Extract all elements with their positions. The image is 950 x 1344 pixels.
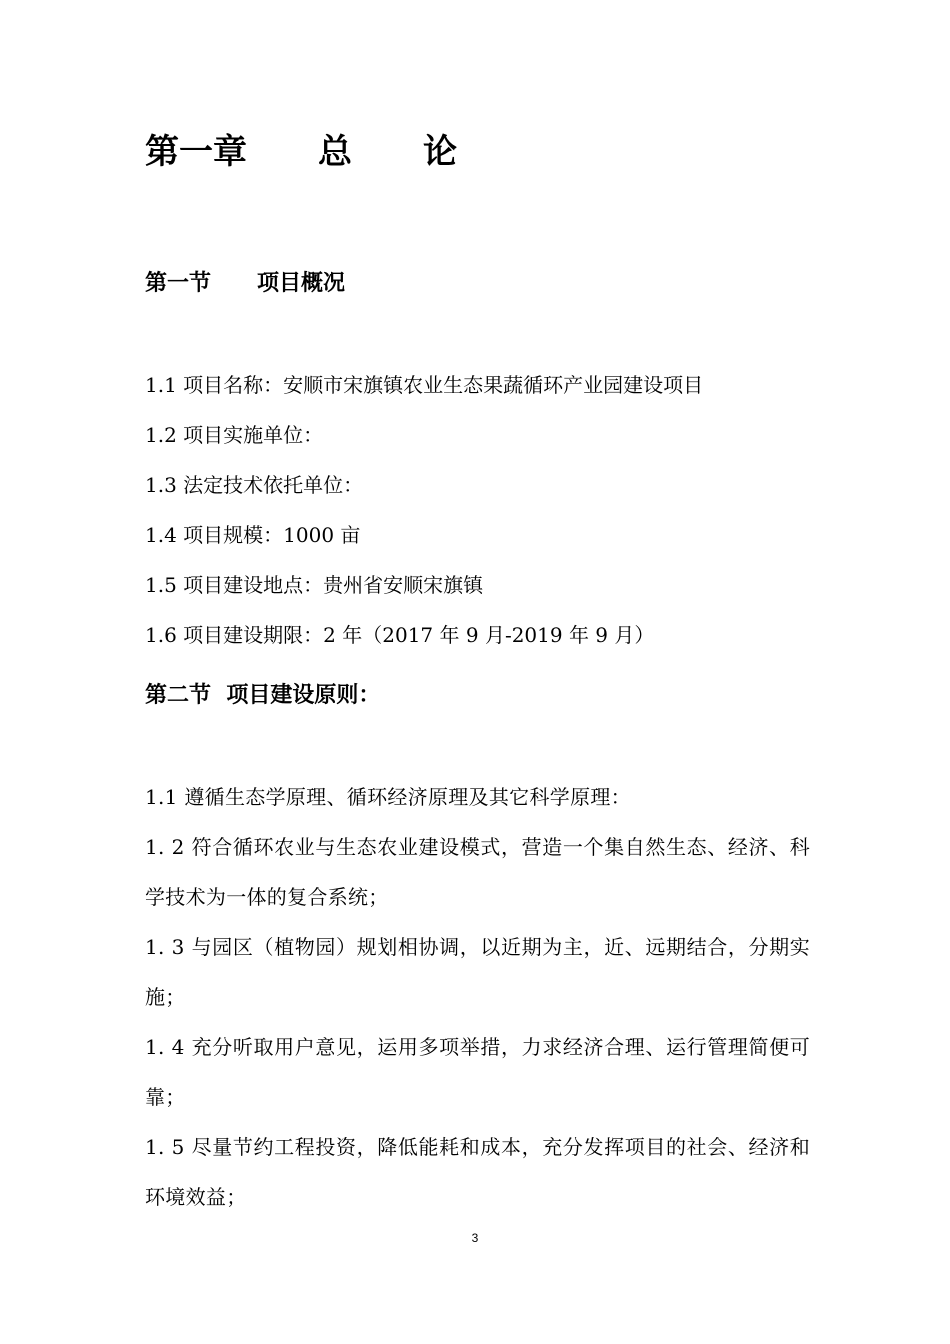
list-item: 1.1 遵循生态学原理、循环经济原理及其它科学原理： [145, 785, 631, 809]
list-item: 1. 5 尽量节约工程投资，降低能耗和成本，充分发挥项目的社会、经济和环境效益； [145, 1135, 810, 1209]
list-item: 1.2 项目实施单位： [145, 423, 324, 447]
section-title-project-overview: 第一节 项目概况 [145, 271, 345, 296]
list-item: 1.4 项目规模：1000 亩 [145, 523, 361, 547]
chapter-title: 第一章 总 论 [145, 132, 458, 172]
project-overview-list [145, 360, 810, 660]
list-item: 1. 3 与园区（植物园）规划相协调，以近期为主，近、远期结合，分期实施； [145, 935, 810, 1009]
list-item: 1.1 项目名称：安顺市宋旗镇农业生态果蔬循环产业园建设项目 [145, 373, 704, 397]
page-number: 3 [471, 1231, 479, 1245]
list-item: 1.3 法定技术依托单位： [145, 473, 364, 497]
list-item: 1. 2 符合循环农业与生态农业建设模式，营造一个集自然生态、经济、科学技术为一体的复合系统； [145, 835, 810, 909]
list-item: 1.6 项目建设期限：2 年（2017 年 9 月-2019 年 9 月） [145, 623, 655, 647]
list-item: 1. 4 充分听取用户意见，运用多项举措，力求经济合理、运行管理简便可靠； [145, 1035, 810, 1109]
construction-principles-list [145, 772, 810, 1222]
list-item: 1.5 项目建设地点：贵州省安顺宋旗镇 [145, 573, 484, 597]
section-title-construction-principles: 第二节 项目建设原则： [145, 683, 381, 708]
